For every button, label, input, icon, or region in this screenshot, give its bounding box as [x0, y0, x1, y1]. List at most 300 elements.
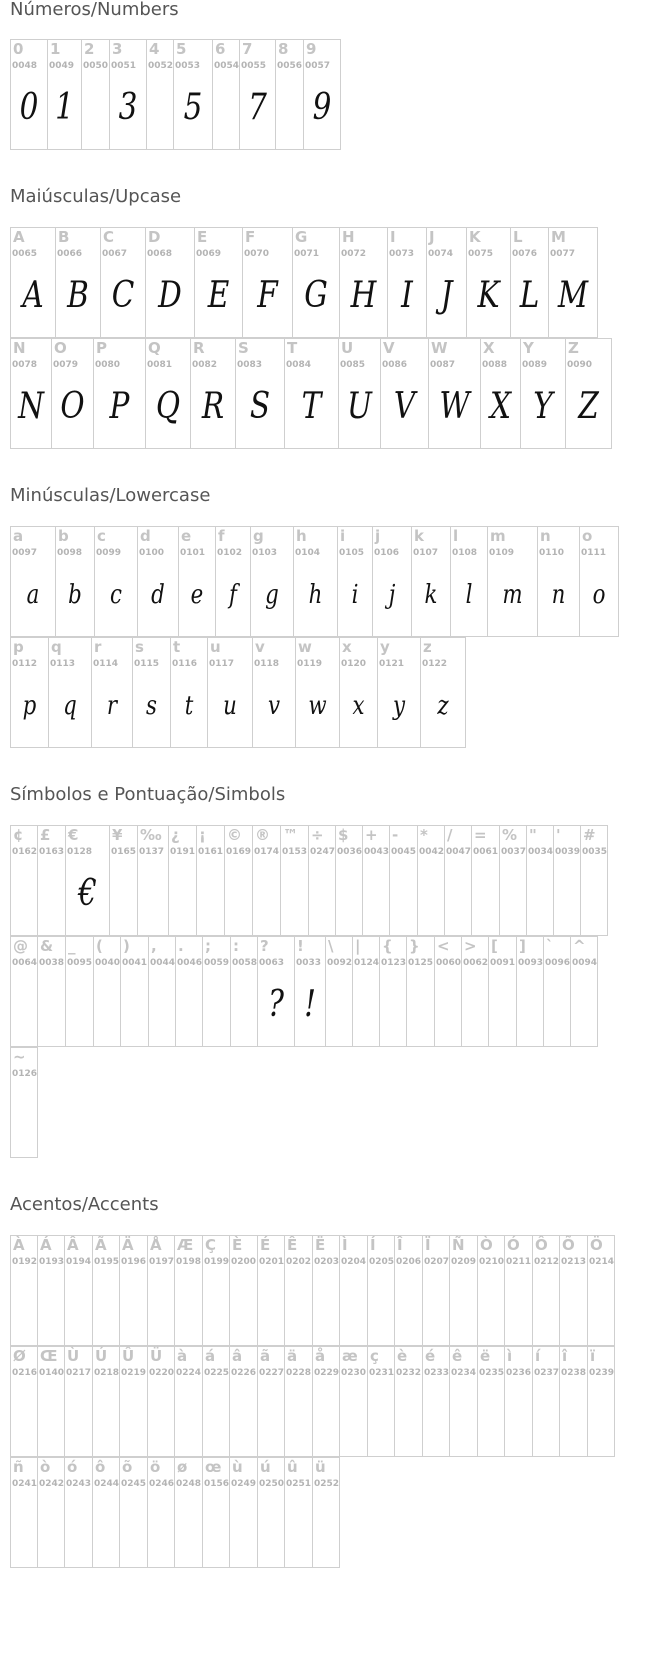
- glyph-cell: [10, 39, 48, 150]
- glyph-cell: [336, 825, 363, 936]
- glyph-cell: [373, 526, 412, 637]
- glyph-cell: [580, 526, 619, 637]
- glyph-char-label: p: [13, 638, 24, 656]
- glyph-char-label: Õ: [562, 1236, 575, 1254]
- glyph-code-label: 0078: [12, 360, 38, 370]
- glyph-cell: [203, 936, 231, 1047]
- glyph-char-label: ñ: [13, 1458, 24, 1476]
- glyph-cell: [138, 825, 169, 936]
- glyph-code-label: 0232: [396, 1368, 422, 1378]
- glyph-code-label: 0036: [337, 847, 363, 857]
- glyph-cell: [571, 936, 598, 1047]
- glyph-cell: [203, 1346, 230, 1457]
- glyph-preview: E: [207, 275, 230, 316]
- glyph-code-label: 0093: [518, 958, 544, 968]
- glyph-cell: [339, 338, 381, 449]
- glyph-cell: [243, 227, 293, 338]
- glyph-cell: [49, 637, 92, 748]
- glyph-char-label: á: [205, 1347, 216, 1365]
- glyph-char-label: ê: [452, 1347, 463, 1365]
- glyph-char-label: l: [453, 527, 459, 545]
- glyph-cell: [240, 39, 276, 150]
- glyph-code-label: 0224: [176, 1368, 202, 1378]
- glyph-char-label: f: [218, 527, 225, 545]
- glyph-code-label: 0250: [259, 1479, 285, 1489]
- glyph-char-label: (: [96, 937, 103, 955]
- glyph-code-label: 0229: [314, 1368, 340, 1378]
- glyph-char-label: ]: [519, 937, 526, 955]
- glyph-char-label: Ó: [507, 1236, 520, 1254]
- glyph-row-accents-2: [10, 1346, 615, 1457]
- glyph-cell: [390, 825, 418, 936]
- glyph-code-label: 0252: [314, 1479, 340, 1489]
- glyph-char-label: ù: [232, 1458, 243, 1476]
- glyph-code-label: 0238: [561, 1368, 587, 1378]
- glyph-char-label: [: [491, 937, 498, 955]
- glyph-cell: [10, 1457, 38, 1568]
- glyph-cell: [527, 825, 554, 936]
- glyph-char-label: L: [513, 228, 523, 246]
- glyph-code-label: 0162: [12, 847, 38, 857]
- glyph-cell: [353, 936, 380, 1047]
- glyph-char-label: ç: [370, 1347, 379, 1365]
- glyph-cell: [435, 936, 462, 1047]
- glyph-cell: [450, 1346, 478, 1457]
- glyph-char-label: ™: [283, 826, 298, 844]
- glyph-preview: C: [111, 275, 135, 316]
- glyph-cell: [488, 526, 538, 637]
- glyph-preview: b: [68, 580, 82, 610]
- glyph-char-label: U: [341, 339, 354, 357]
- glyph-char-label: à: [177, 1347, 188, 1365]
- glyph-code-label: 0230: [341, 1368, 367, 1378]
- glyph-cell: [500, 825, 527, 936]
- glyph-cell: [313, 1346, 340, 1457]
- glyph-code-label: 0081: [147, 360, 173, 370]
- glyph-preview: Q: [155, 386, 181, 427]
- glyph-code-label: 0212: [534, 1257, 560, 1267]
- glyph-char-label: W: [431, 339, 448, 357]
- glyph-cell: [295, 936, 326, 1047]
- glyph-code-label: 0091: [490, 958, 516, 968]
- glyph-char-label: A: [13, 228, 25, 246]
- glyph-char-label: i: [340, 527, 346, 545]
- glyph-char-label: 6: [215, 40, 226, 58]
- glyph-code-label: 0040: [95, 958, 121, 968]
- glyph-preview: V: [393, 386, 416, 427]
- glyph-preview: y: [392, 691, 406, 721]
- glyph-char-label: Ë: [315, 1236, 326, 1254]
- glyph-cell: [10, 1047, 38, 1158]
- glyph-char-label: s: [135, 638, 144, 656]
- glyph-code-label: 0077: [550, 249, 576, 259]
- glyph-code-label: 0161: [198, 847, 224, 857]
- glyph-cell: [197, 825, 225, 936]
- glyph-code-label: 0080: [95, 360, 121, 370]
- glyph-char-label: í: [535, 1347, 541, 1365]
- glyph-code-label: 0247: [310, 847, 336, 857]
- glyph-cell: [10, 338, 52, 449]
- glyph-cell: [533, 1346, 560, 1457]
- glyph-char-label: ©: [227, 826, 242, 844]
- glyph-cell: [92, 637, 133, 748]
- glyph-code-label: 0046: [177, 958, 203, 968]
- glyph-cell: [213, 39, 240, 150]
- glyph-cell: [505, 1346, 533, 1457]
- glyph-preview: e: [190, 580, 204, 610]
- glyph-code-label: 0039: [555, 847, 581, 857]
- glyph-cell: [451, 526, 488, 637]
- glyph-code-label: 0073: [389, 249, 415, 259]
- glyph-cell: [48, 39, 82, 150]
- glyph-char-label: 0: [13, 40, 24, 58]
- glyph-cell: [421, 637, 466, 748]
- glyph-preview: t: [184, 691, 194, 721]
- glyph-preview: T: [301, 386, 322, 427]
- glyph-preview: L: [519, 275, 540, 316]
- glyph-preview: G: [304, 275, 328, 316]
- glyph-code-label: 0225: [204, 1368, 230, 1378]
- glyph-char-label: 5: [176, 40, 187, 58]
- glyph-char-label: ö: [150, 1458, 161, 1476]
- glyph-char-label: G: [295, 228, 308, 246]
- glyph-cell: [95, 526, 138, 637]
- glyph-char-label: õ: [122, 1458, 133, 1476]
- glyph-code-label: 0101: [180, 548, 206, 558]
- glyph-cell: [93, 1346, 120, 1457]
- glyph-cell: [38, 825, 66, 936]
- glyph-code-label: 0204: [341, 1257, 367, 1267]
- glyph-cell: [340, 1235, 368, 1346]
- glyph-code-label: 0110: [539, 548, 565, 558]
- glyph-char-label: ,: [151, 937, 157, 955]
- glyph-code-label: 0119: [297, 659, 323, 669]
- glyph-char-label: ô: [95, 1458, 106, 1476]
- glyph-cell: [10, 637, 49, 748]
- glyph-cell: [296, 637, 340, 748]
- glyph-cell: [294, 526, 338, 637]
- glyph-char-label: ~: [13, 1048, 26, 1066]
- glyph-char-label: *: [420, 826, 428, 844]
- glyph-char-label: d: [140, 527, 151, 545]
- glyph-char-label: -: [392, 826, 399, 844]
- glyph-char-label: ü: [315, 1458, 326, 1476]
- glyph-preview: R: [201, 386, 225, 427]
- glyph-preview: c: [110, 580, 122, 610]
- glyph-preview: q: [63, 691, 77, 721]
- glyph-char-label: 1: [50, 40, 61, 58]
- glyph-row-accents-1: [10, 1235, 615, 1346]
- glyph-cell: [285, 1457, 313, 1568]
- glyph-cell: [380, 936, 407, 1047]
- glyph-code-label: 0043: [364, 847, 390, 857]
- glyph-code-label: 0246: [149, 1479, 175, 1489]
- glyph-cell: [588, 1346, 615, 1457]
- glyph-char-label: &: [40, 937, 54, 955]
- glyph-preview: s: [146, 691, 157, 721]
- glyph-code-label: 0037: [501, 847, 527, 857]
- glyph-char-label: ¡: [199, 826, 206, 844]
- glyph-preview: B: [67, 275, 89, 316]
- glyph-cell: [203, 1235, 230, 1346]
- glyph-char-label: \: [328, 937, 334, 955]
- glyph-char-label: g: [253, 527, 264, 545]
- glyph-char-label: ": [529, 826, 537, 844]
- glyph-char-label: æ: [342, 1347, 358, 1365]
- glyph-char-label: ;: [205, 937, 211, 955]
- glyph-cell: [101, 227, 146, 338]
- glyph-char-label: w: [298, 638, 312, 656]
- glyph-preview: n: [551, 580, 566, 610]
- glyph-code-label: 0174: [254, 847, 280, 857]
- glyph-preview: O: [60, 386, 85, 427]
- glyph-cell: [313, 1457, 340, 1568]
- glyph-char-label: c: [97, 527, 106, 545]
- glyph-cell: [340, 637, 378, 748]
- glyph-row-numbers-1: [10, 39, 341, 150]
- glyph-code-label: 0085: [340, 360, 366, 370]
- glyph-char-label: ï: [590, 1347, 596, 1365]
- glyph-code-label: 0092: [327, 958, 353, 968]
- glyph-cell: [10, 825, 38, 936]
- glyph-cell: [10, 1235, 38, 1346]
- glyph-char-label: {: [382, 937, 393, 955]
- glyph-char-label: ó: [67, 1458, 78, 1476]
- glyph-code-label: 0228: [286, 1368, 312, 1378]
- glyph-code-label: 0113: [50, 659, 76, 669]
- glyph-code-label: 0165: [111, 847, 137, 857]
- glyph-cell: [82, 39, 110, 150]
- glyph-char-label: Û: [122, 1347, 135, 1365]
- glyph-cell: [326, 936, 353, 1047]
- glyph-code-label: 0235: [479, 1368, 505, 1378]
- glyph-char-label: 9: [306, 40, 317, 58]
- glyph-code-label: 0047: [446, 847, 472, 857]
- glyph-preview: I: [401, 275, 413, 316]
- glyph-code-label: 0192: [12, 1257, 38, 1267]
- glyph-cell: [340, 227, 388, 338]
- glyph-char-label: .: [178, 937, 184, 955]
- glyph-cell: [445, 825, 472, 936]
- glyph-cell: [216, 526, 251, 637]
- glyph-code-label: 0057: [305, 61, 331, 71]
- glyph-char-label: ¥: [112, 826, 123, 844]
- glyph-char-label: j: [375, 527, 381, 545]
- glyph-preview: p: [22, 691, 37, 721]
- glyph-preview: x: [352, 691, 365, 721]
- glyph-code-label: 0233: [424, 1368, 450, 1378]
- glyph-code-label: 0122: [422, 659, 448, 669]
- glyph-code-label: 0068: [147, 249, 173, 259]
- glyph-code-label: 0066: [57, 249, 83, 259]
- glyph-char-label: F: [245, 228, 256, 246]
- glyph-code-label: 0128: [67, 847, 93, 857]
- glyph-char-label: u: [210, 638, 221, 656]
- glyph-preview: ?: [268, 984, 284, 1025]
- glyph-cell: [147, 39, 174, 150]
- glyph-cell: [203, 1457, 230, 1568]
- glyph-preview: K: [477, 275, 500, 316]
- glyph-preview: w: [308, 691, 327, 721]
- glyph-cell: [66, 825, 110, 936]
- glyph-preview: j: [388, 580, 396, 610]
- glyph-code-label: 0219: [121, 1368, 147, 1378]
- glyph-cell: [93, 1457, 120, 1568]
- glyph-cell: [208, 637, 253, 748]
- glyph-code-label: 0216: [12, 1368, 38, 1378]
- glyph-cell: [56, 526, 95, 637]
- glyph-cell: [230, 1457, 258, 1568]
- glyph-char-label: Æ: [177, 1236, 194, 1254]
- glyph-preview: N: [18, 386, 44, 427]
- glyph-char-label: B: [58, 228, 70, 246]
- glyph-preview: g: [265, 580, 279, 610]
- glyph-code-label: 0248: [176, 1479, 202, 1489]
- glyph-char-label: Q: [148, 339, 161, 357]
- glyph-char-label: o: [582, 527, 593, 545]
- glyph-preview: h: [308, 580, 323, 610]
- glyph-char-label: y: [380, 638, 390, 656]
- glyph-preview: i: [351, 580, 359, 610]
- glyph-char-label: É: [260, 1236, 271, 1254]
- glyph-char-label: z: [423, 638, 432, 656]
- glyph-code-label: 0205: [369, 1257, 395, 1267]
- glyph-cell: [418, 825, 445, 936]
- glyph-row-lowercase-1: [10, 526, 619, 637]
- glyph-preview: u: [223, 691, 237, 721]
- glyph-code-label: 0051: [111, 61, 137, 71]
- glyph-char-label: v: [255, 638, 265, 656]
- glyph-code-label: 0137: [139, 847, 165, 857]
- glyph-char-label: ÷: [311, 826, 324, 844]
- glyph-cell: [581, 825, 608, 936]
- glyph-preview: m: [502, 580, 523, 610]
- glyph-char-label: `: [546, 937, 554, 955]
- glyph-preview: P: [109, 386, 130, 427]
- glyph-code-label: 0193: [39, 1257, 65, 1267]
- glyph-char-label: #: [583, 826, 596, 844]
- glyph-cell: [258, 1457, 285, 1568]
- glyph-code-label: 0079: [53, 360, 79, 370]
- glyph-preview: Y: [533, 386, 553, 427]
- glyph-char-label: Ü: [150, 1347, 163, 1365]
- glyph-code-label: 0249: [231, 1479, 257, 1489]
- glyph-cell: [175, 1457, 203, 1568]
- glyph-row-upcase-2: [10, 338, 612, 449]
- glyph-row-symbols-3: [10, 1047, 38, 1158]
- glyph-char-label: N: [13, 339, 26, 357]
- glyph-char-label: =: [474, 826, 487, 844]
- glyph-char-label: Ú: [95, 1347, 108, 1365]
- glyph-code-label: 0083: [237, 360, 263, 370]
- glyph-char-label: /: [447, 826, 453, 844]
- glyph-code-label: 0156: [204, 1479, 230, 1489]
- glyph-char-label: 3: [112, 40, 123, 58]
- glyph-code-label: 0070: [244, 249, 270, 259]
- glyph-char-label: e: [181, 527, 192, 545]
- glyph-code-label: 0106: [374, 548, 400, 558]
- glyph-code-label: 0097: [12, 548, 38, 558]
- glyph-preview: f: [229, 580, 237, 610]
- glyph-char-label: a: [13, 527, 24, 545]
- glyph-code-label: 0218: [94, 1368, 120, 1378]
- glyph-code-label: 0243: [66, 1479, 92, 1489]
- glyph-char-label: ø: [177, 1458, 188, 1476]
- glyph-cell: [231, 936, 258, 1047]
- glyph-cell: [93, 1235, 120, 1346]
- glyph-code-label: 0112: [12, 659, 38, 669]
- glyph-char-label: Ô: [535, 1236, 548, 1254]
- glyph-char-label: È: [232, 1236, 243, 1254]
- glyph-char-label: ¿: [171, 826, 180, 844]
- glyph-char-label: û: [287, 1458, 298, 1476]
- glyph-char-label: !: [297, 937, 304, 955]
- glyph-cell: [120, 1235, 148, 1346]
- glyph-char-label: k: [414, 527, 424, 545]
- glyph-char-label: T: [287, 339, 298, 357]
- glyph-cell: [560, 1346, 588, 1457]
- glyph-code-label: 0076: [512, 249, 538, 259]
- glyph-code-label: 0060: [436, 958, 462, 968]
- glyph-char-label: K: [469, 228, 481, 246]
- glyph-cell: [179, 526, 216, 637]
- glyph-char-label: X: [483, 339, 495, 357]
- glyph-cell: [148, 1235, 175, 1346]
- glyph-code-label: 0120: [341, 659, 367, 669]
- glyph-char-label: h: [296, 527, 307, 545]
- glyph-cell: [94, 338, 146, 449]
- glyph-cell: [554, 825, 581, 936]
- glyph-cell: [429, 338, 481, 449]
- glyph-code-label: 0099: [96, 548, 122, 558]
- glyph-cell: [511, 227, 549, 338]
- glyph-char-label: î: [562, 1347, 568, 1365]
- glyph-code-label: 0052: [148, 61, 174, 71]
- glyph-cell: [171, 637, 208, 748]
- glyph-preview: l: [465, 580, 473, 610]
- glyph-char-label: R: [193, 339, 205, 357]
- glyph-char-label: â: [232, 1347, 243, 1365]
- glyph-preview: F: [257, 275, 278, 316]
- glyph-code-label: 0220: [149, 1368, 175, 1378]
- glyph-cell: [65, 1457, 93, 1568]
- glyph-cell: [423, 1346, 450, 1457]
- glyph-cell: [191, 338, 236, 449]
- glyph-char-label: q: [51, 638, 62, 656]
- glyph-code-label: 0065: [12, 249, 38, 259]
- glyph-code-label: 0054: [214, 61, 240, 71]
- glyph-code-label: 0033: [296, 958, 322, 968]
- glyph-code-label: 0226: [231, 1368, 257, 1378]
- glyph-code-label: 0209: [451, 1257, 477, 1267]
- glyph-cell: [285, 338, 339, 449]
- glyph-preview: d: [151, 580, 165, 610]
- glyph-code-label: 0245: [121, 1479, 147, 1489]
- glyph-char-label: Ä: [122, 1236, 134, 1254]
- glyph-char-label: ‰: [140, 826, 162, 844]
- glyph-char-label: S: [238, 339, 249, 357]
- glyph-cell: [230, 1235, 258, 1346]
- glyph-cell: [120, 1346, 148, 1457]
- glyph-preview: A: [22, 275, 44, 316]
- glyph-cell: [38, 936, 66, 1047]
- glyph-code-label: 0214: [589, 1257, 615, 1267]
- glyph-char-label: 4: [149, 40, 160, 58]
- glyph-cell: [450, 1235, 478, 1346]
- glyph-preview: o: [592, 580, 606, 610]
- glyph-preview: U: [347, 386, 372, 427]
- glyph-cell: [138, 526, 179, 637]
